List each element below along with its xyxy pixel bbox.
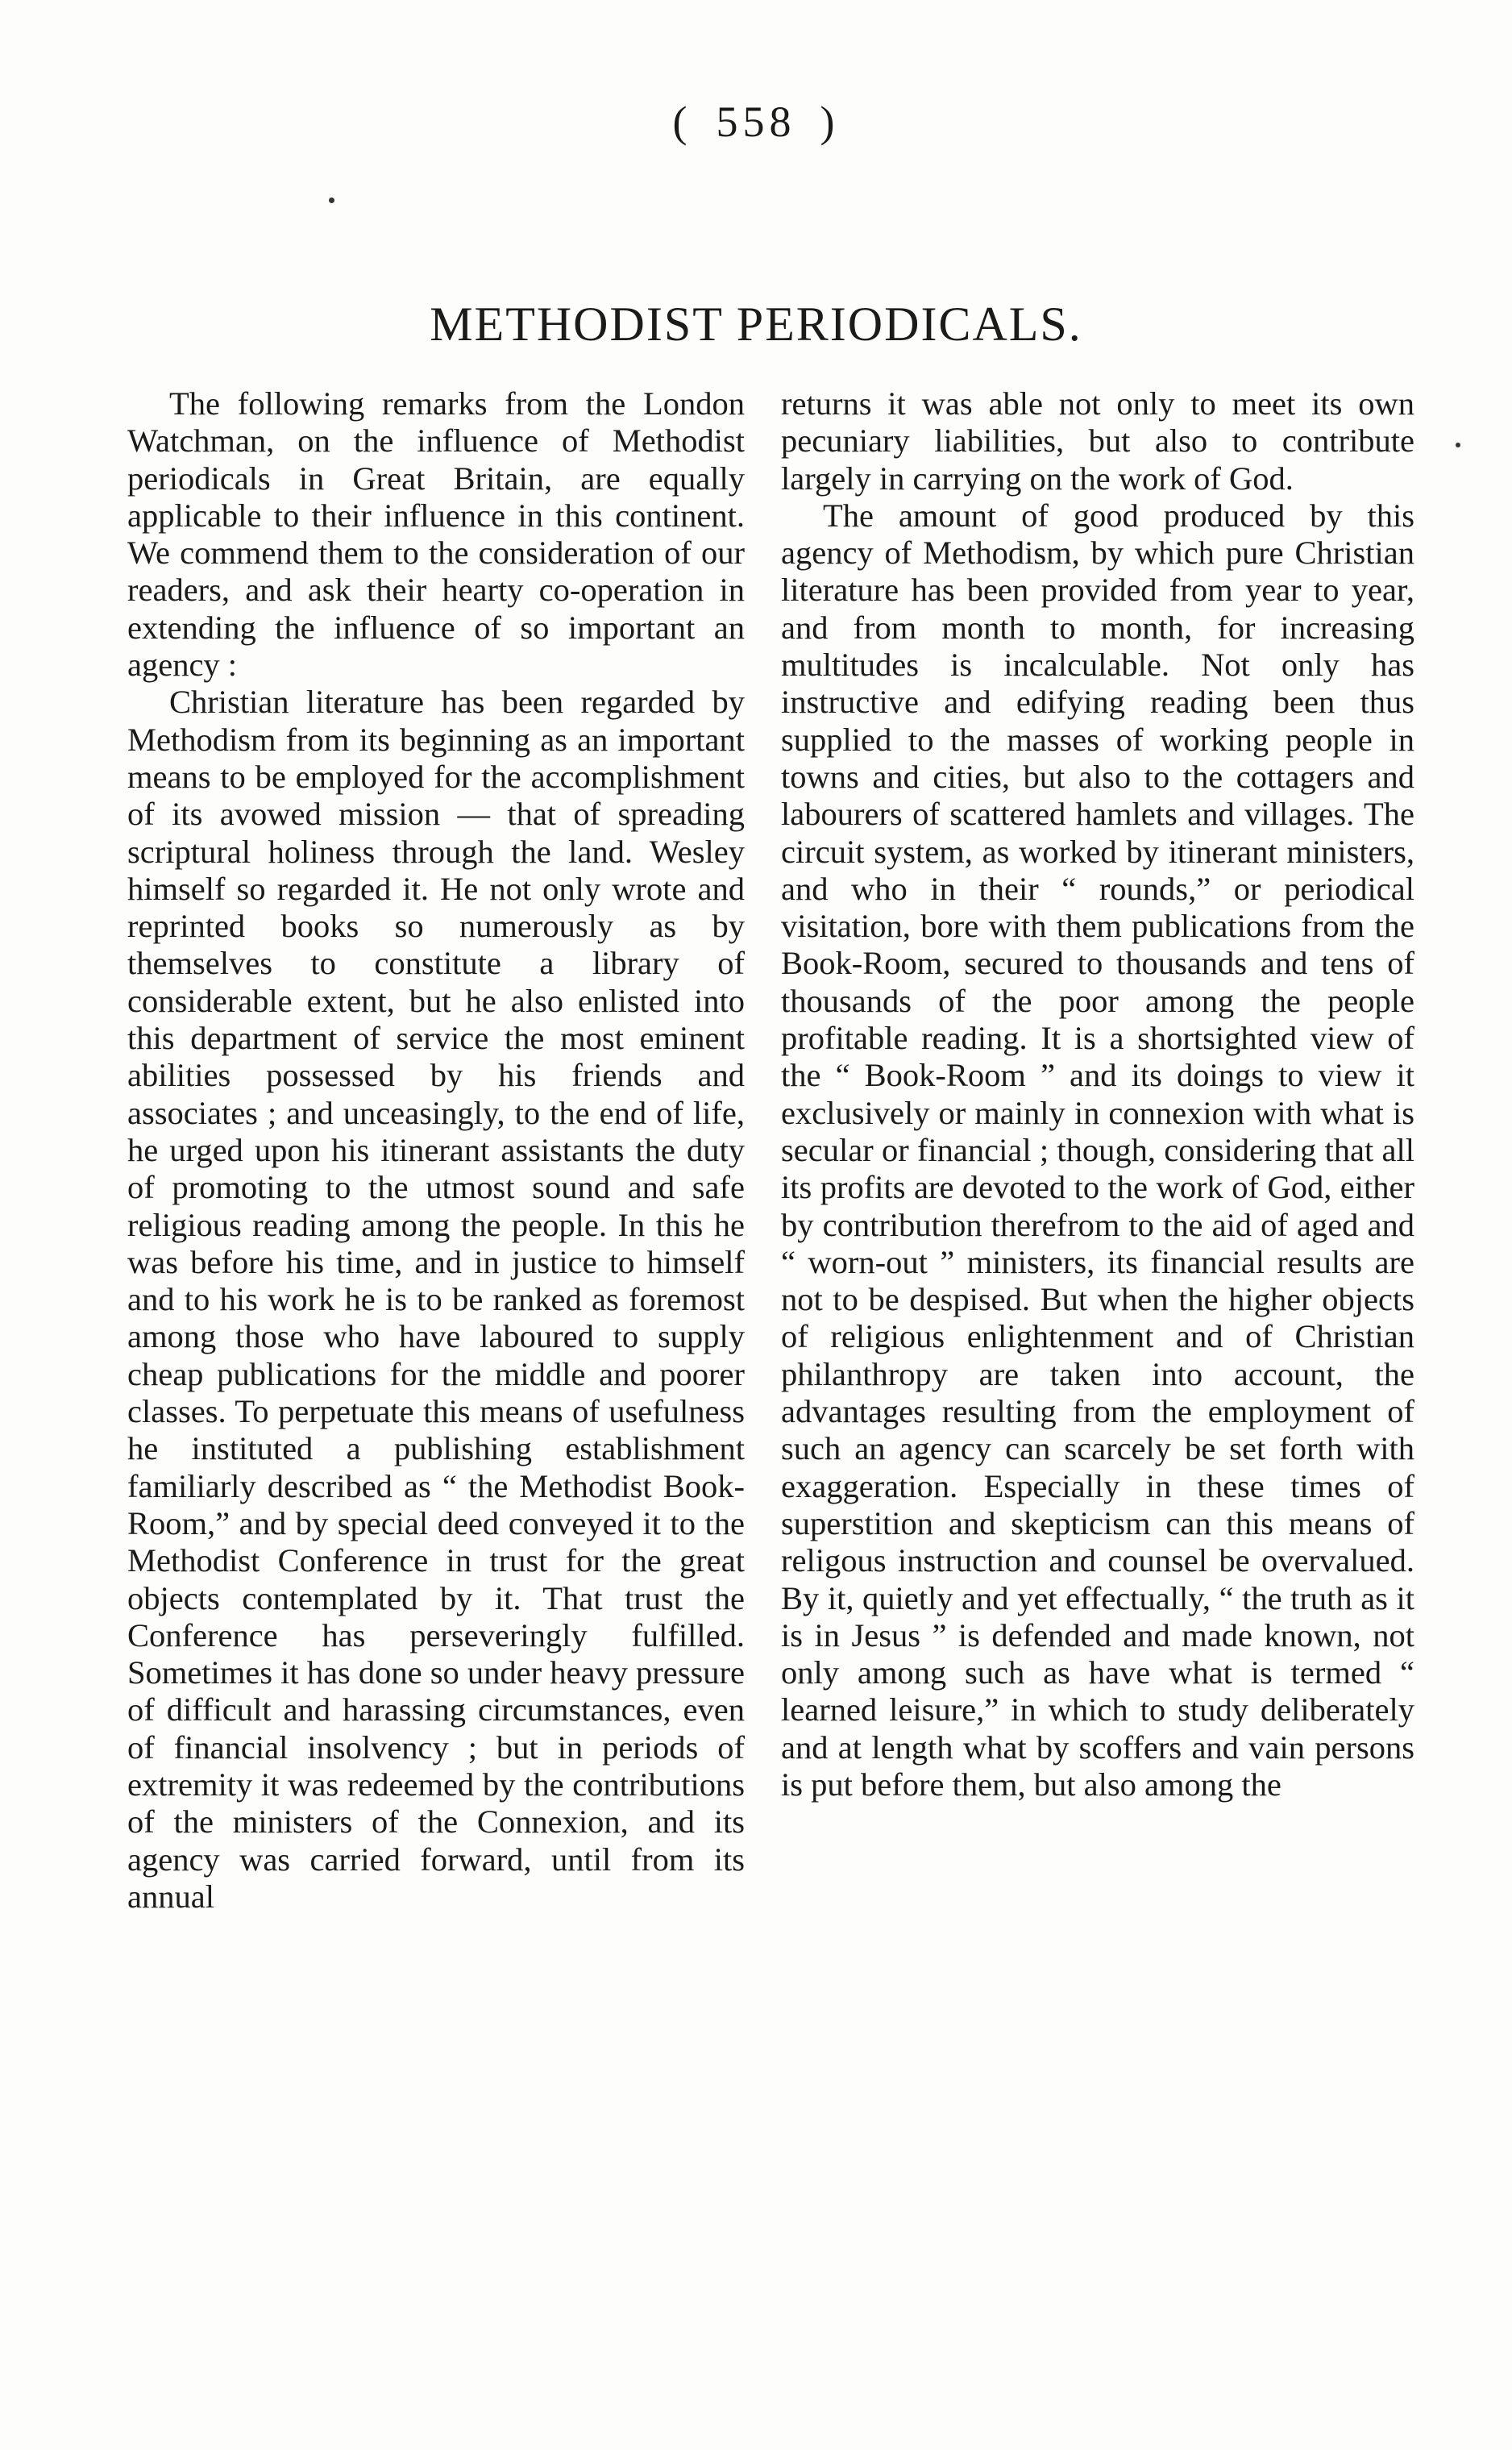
page-number-value: 558 <box>716 98 796 146</box>
body-paragraph-1: Christian literature has been regarded by Methodism from its beginning as an important means to be employed for the accomplishment of its avowed mission — that of spreading scriptural holiness through the land. Wesley himself so regarded it. He not only wrote and reprinted books so numerously as by themselves to constitute a library of considerable extent, but he also enlisted into this department of service the most eminent abilities possessed by his friends and associates ; and unceasingly, to the end of life, he urged upon his itinerant assistants the duty of promoting to the utmost sound and safe religious reading among the people. In this he was before his time, and in justice to himself and to his work he is to be ranked as foremost among those who have laboured to supply cheap publications for the middle and poorer classes. To perpetuate this means of usefulness he instituted a publishing establishment familiarly described as “ the Methodist Book-Room,” and by special deed conveyed it to the Methodist Conference in trust for the great objects contemplated by it. That trust the Conference has perseveringly fulfilled. Sometimes it has done so under heavy pressure of difficult and harassing circumstances, even of financial insolvency ; but in periods of extremity it was redeemed by the contributions of the ministers of the Connexion, and its agency was carried forward, until from its annual <box>127 684 745 1915</box>
left-column <box>127 385 745 1915</box>
ink-speck <box>1456 443 1460 447</box>
body-paragraph-1-continued: returns it was able not only to meet its own pecuniary liabilities, but also to contribute largely in carrying on the work of God. <box>781 385 1414 497</box>
right-column <box>781 385 1414 1803</box>
page-number-close-paren: ) <box>820 98 840 146</box>
intro-paragraph: The following remarks from the London Watchman, on the influence of Methodist periodicals in Great Britain, are equally applicable to their influence in this continent. We commend them to the consideration of our readers, and ask their hearty co-operation in extending the influence of so important an agency : <box>127 385 745 684</box>
page-number <box>0 97 1512 147</box>
article-title: METHODIST PERIODICALS. <box>430 297 1082 351</box>
ink-speck <box>329 198 334 203</box>
body-paragraph-2: The amount of good produced by this agency of Methodism, by which pure Christian literature has been provided from year to year, and from month to month, for increasing multitudes is incalculable. Not only has instructive and edifying reading been thus supplied to the masses of working people in towns and cities, but also to the cottagers and labourers of scattered hamlets and villages. The circuit system, as worked by itinerant ministers, and who in their “ rounds,” or periodical visitation, bore with them publications from the Book-Room, secured to thousands and tens of thousands of the poor among the people profitable reading. It is a shortsighted view of the “ Book-Room ” and its doings to view it exclusively or mainly in connexion with what is secular or financial ; though, considering that all its profits are devoted to the work of God, either by contribution therefrom to the aid of aged and “ worn-out ” ministers, its financial results are not to be despised. But when the higher objects of religious enlightenment and of Christian philanthropy are taken into account, the advantages resulting from the employment of such an agency can scarcely be set forth with exaggeration. Especially in these times of superstition and skepticism can this means of religous instruction and counsel be overvalued. By it, quietly and yet effectually, “ the truth as it is in Jesus ” is defended and made known, not only among such as have what is termed “ learned leisure,” in which to study deliberately and at length what by scoffers and vain persons is put before them, but also among the <box>781 497 1414 1803</box>
page-number-open-paren: ( <box>672 98 692 146</box>
